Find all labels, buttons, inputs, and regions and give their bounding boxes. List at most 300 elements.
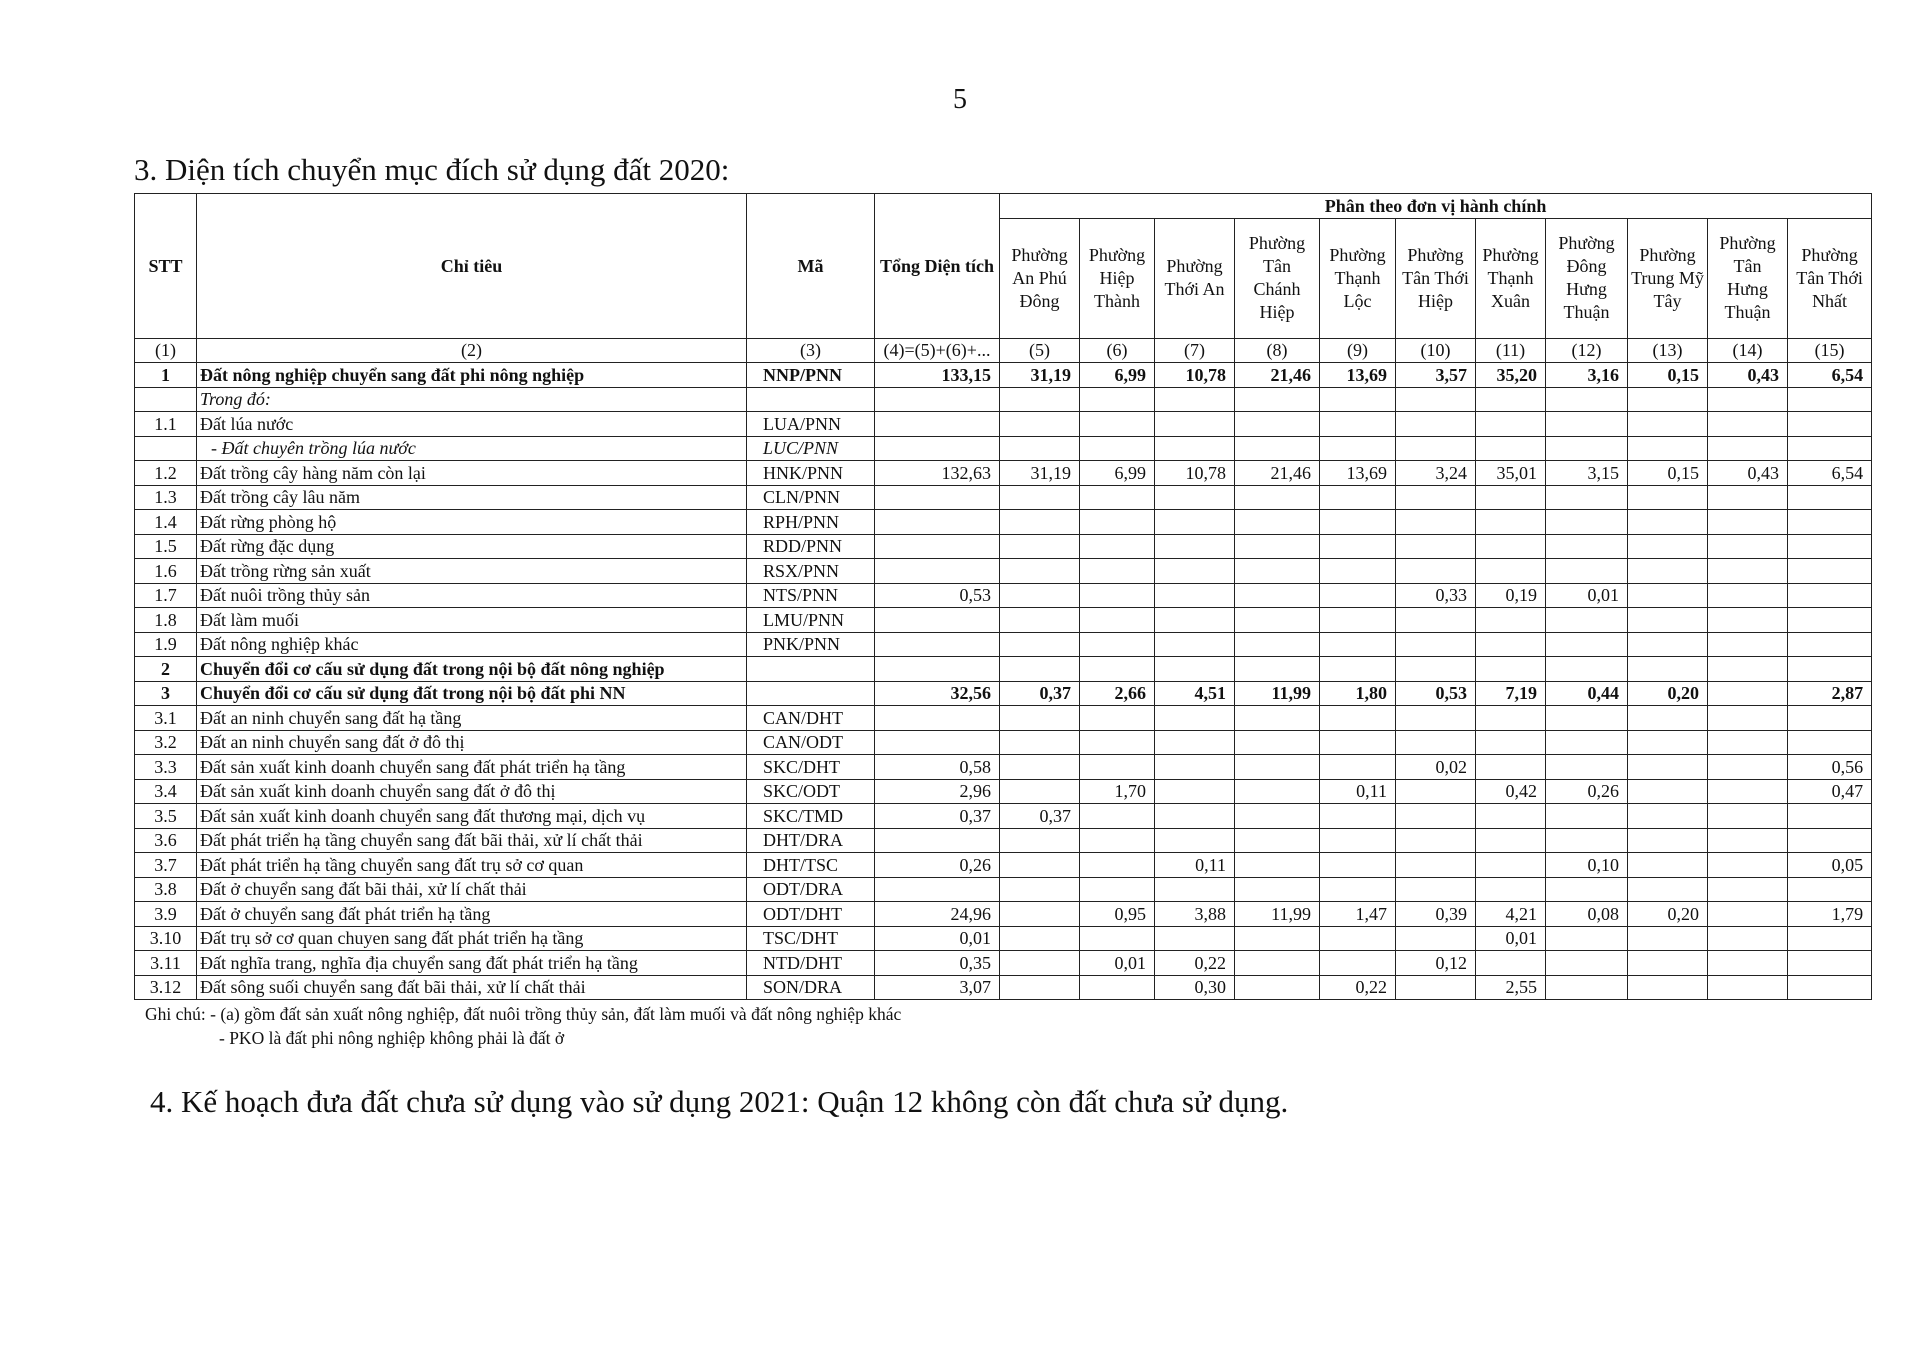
row-chi-tieu: Đất phát triển hạ tầng chuyển sang đất bãi thải, xử lí chất thải bbox=[197, 828, 747, 853]
row-tong bbox=[875, 657, 1000, 682]
row-ward-value bbox=[1546, 387, 1628, 412]
table-row bbox=[135, 485, 1872, 510]
row-ward-value bbox=[1476, 706, 1546, 731]
row-ward-value bbox=[1320, 951, 1396, 976]
row-tong bbox=[875, 706, 1000, 731]
row-stt: 2 bbox=[135, 657, 197, 682]
row-ward-value bbox=[1235, 510, 1320, 535]
row-ward-value bbox=[1396, 706, 1476, 731]
row-ward-value: 0,11 bbox=[1155, 853, 1235, 878]
row-ward-value bbox=[1788, 706, 1872, 731]
column-index: (12) bbox=[1546, 338, 1628, 363]
row-ward-value bbox=[1155, 755, 1235, 780]
row-ward-value bbox=[1080, 926, 1155, 951]
row-ward-value bbox=[1628, 706, 1708, 731]
column-index: (1) bbox=[135, 338, 197, 363]
row-ward-value bbox=[1320, 485, 1396, 510]
row-chi-tieu: - Đất chuyên trồng lúa nước bbox=[197, 436, 747, 461]
row-stt: 3.2 bbox=[135, 730, 197, 755]
row-chi-tieu: Đất trụ sở cơ quan chuyen sang đất phát triển hạ tầng bbox=[197, 926, 747, 951]
row-chi-tieu: Chuyển đổi cơ cấu sử dụng đất trong nội bộ đất phi NN bbox=[197, 681, 747, 706]
row-chi-tieu: Đất sản xuất kinh doanh chuyển sang đất ở đô thị bbox=[197, 779, 747, 804]
row-ward-value bbox=[1546, 510, 1628, 535]
row-tong bbox=[875, 559, 1000, 584]
row-ward-value bbox=[1320, 608, 1396, 633]
row-ward-value bbox=[1396, 779, 1476, 804]
row-ward-value bbox=[1155, 779, 1235, 804]
row-ward-value bbox=[1235, 559, 1320, 584]
row-ward-value: 11,99 bbox=[1235, 902, 1320, 927]
column-index: (6) bbox=[1080, 338, 1155, 363]
row-ward-value bbox=[1320, 828, 1396, 853]
row-tong bbox=[875, 387, 1000, 412]
row-ward-value bbox=[1788, 975, 1872, 1000]
row-ma: RDD/PNN bbox=[747, 534, 875, 559]
row-ward-value: 3,57 bbox=[1396, 363, 1476, 388]
row-tong: 132,63 bbox=[875, 461, 1000, 486]
row-ward-value bbox=[1788, 412, 1872, 437]
row-ward-value bbox=[1708, 387, 1788, 412]
row-ward-value bbox=[1476, 412, 1546, 437]
row-ma bbox=[747, 657, 875, 682]
row-tong: 133,15 bbox=[875, 363, 1000, 388]
row-ward-value bbox=[1788, 926, 1872, 951]
row-ma: NNP/PNN bbox=[747, 363, 875, 388]
row-chi-tieu: Đất ở chuyển sang đất phát triển hạ tầng bbox=[197, 902, 747, 927]
row-ward-value: 35,01 bbox=[1476, 461, 1546, 486]
row-ward-value bbox=[1396, 975, 1476, 1000]
row-ward-value bbox=[1320, 926, 1396, 951]
row-stt: 1 bbox=[135, 363, 197, 388]
table-notes bbox=[145, 1002, 901, 1050]
row-ward-value: 0,43 bbox=[1708, 363, 1788, 388]
row-ward-value: 0,39 bbox=[1396, 902, 1476, 927]
row-ward-value bbox=[1788, 632, 1872, 657]
row-ward-value bbox=[1235, 755, 1320, 780]
row-ward-value bbox=[1396, 804, 1476, 829]
row-ma: LMU/PNN bbox=[747, 608, 875, 633]
row-ward-value: 13,69 bbox=[1320, 461, 1396, 486]
row-ward-value bbox=[1476, 853, 1546, 878]
row-ward-value bbox=[1000, 706, 1080, 731]
row-ward-value bbox=[1155, 485, 1235, 510]
row-ward-value bbox=[1546, 951, 1628, 976]
row-ward-value bbox=[1235, 975, 1320, 1000]
row-ward-value: 0,01 bbox=[1080, 951, 1155, 976]
row-ward-value bbox=[1320, 559, 1396, 584]
row-ward-value bbox=[1476, 828, 1546, 853]
row-ward-value bbox=[1235, 412, 1320, 437]
row-tong: 0,53 bbox=[875, 583, 1000, 608]
row-ward-value bbox=[1708, 681, 1788, 706]
table-row bbox=[135, 853, 1872, 878]
row-ward-value: 6,54 bbox=[1788, 363, 1872, 388]
row-ward-value bbox=[1000, 436, 1080, 461]
row-ward-value bbox=[1476, 877, 1546, 902]
row-tong: 0,58 bbox=[875, 755, 1000, 780]
row-stt: 1.8 bbox=[135, 608, 197, 633]
row-ma bbox=[747, 387, 875, 412]
row-ward-value bbox=[1000, 583, 1080, 608]
row-ward-value bbox=[1708, 436, 1788, 461]
table-row bbox=[135, 730, 1872, 755]
row-ward-value bbox=[1235, 485, 1320, 510]
header-ward: Phường Thạnh Xuân bbox=[1476, 218, 1546, 338]
row-ward-value bbox=[1546, 755, 1628, 780]
row-ward-value bbox=[1708, 412, 1788, 437]
note-line-2: - PKO là đất phi nông nghiệp không phải là đất ở bbox=[219, 1028, 565, 1048]
row-stt bbox=[135, 436, 197, 461]
row-ward-value: 0,12 bbox=[1396, 951, 1476, 976]
row-ward-value: 0,22 bbox=[1320, 975, 1396, 1000]
row-ma bbox=[747, 681, 875, 706]
row-ward-value bbox=[1080, 853, 1155, 878]
row-ward-value: 0,42 bbox=[1476, 779, 1546, 804]
row-ward-value bbox=[1788, 534, 1872, 559]
row-ward-value bbox=[1476, 632, 1546, 657]
row-tong: 0,26 bbox=[875, 853, 1000, 878]
header-ward: Phường Tân Hưng Thuận bbox=[1708, 218, 1788, 338]
row-ward-value bbox=[1708, 510, 1788, 535]
row-stt: 3.11 bbox=[135, 951, 197, 976]
row-ward-value bbox=[1546, 559, 1628, 584]
row-ward-value: 0,47 bbox=[1788, 779, 1872, 804]
row-ward-value bbox=[1628, 779, 1708, 804]
row-ward-value bbox=[1320, 657, 1396, 682]
row-ward-value bbox=[1788, 583, 1872, 608]
row-ward-value bbox=[1396, 436, 1476, 461]
row-chi-tieu: Đất sản xuất kinh doanh chuyển sang đất thương mại, dịch vụ bbox=[197, 804, 747, 829]
row-ward-value bbox=[1788, 657, 1872, 682]
table-row bbox=[135, 461, 1872, 486]
row-ward-value bbox=[1546, 534, 1628, 559]
row-ma: PNK/PNN bbox=[747, 632, 875, 657]
row-tong bbox=[875, 608, 1000, 633]
row-ward-value bbox=[1708, 951, 1788, 976]
row-ward-value bbox=[1396, 485, 1476, 510]
row-chi-tieu: Chuyển đổi cơ cấu sử dụng đất trong nội bộ đất nông nghiệp bbox=[197, 657, 747, 682]
row-ward-value bbox=[1000, 951, 1080, 976]
row-ward-value: 13,69 bbox=[1320, 363, 1396, 388]
row-tong: 0,35 bbox=[875, 951, 1000, 976]
header-stt: STT bbox=[135, 194, 197, 339]
row-ward-value bbox=[1155, 510, 1235, 535]
row-ward-value bbox=[1708, 804, 1788, 829]
row-ward-value: 0,44 bbox=[1546, 681, 1628, 706]
row-ward-value bbox=[1476, 804, 1546, 829]
header-ward: Phường Hiệp Thành bbox=[1080, 218, 1155, 338]
row-ward-value bbox=[1628, 804, 1708, 829]
table-row bbox=[135, 975, 1872, 1000]
row-ward-value bbox=[1708, 853, 1788, 878]
row-ward-value bbox=[1546, 412, 1628, 437]
row-ward-value bbox=[1080, 412, 1155, 437]
row-ward-value bbox=[1546, 706, 1628, 731]
row-ward-value: 0,02 bbox=[1396, 755, 1476, 780]
row-ma: HNK/PNN bbox=[747, 461, 875, 486]
row-ward-value bbox=[1708, 559, 1788, 584]
header-tong-dien-tich: Tổng Diện tích bbox=[875, 194, 1000, 339]
row-tong bbox=[875, 730, 1000, 755]
row-ward-value bbox=[1546, 804, 1628, 829]
row-ward-value: 0,01 bbox=[1546, 583, 1628, 608]
row-ward-value bbox=[1788, 951, 1872, 976]
row-stt: 3.3 bbox=[135, 755, 197, 780]
row-ward-value bbox=[1546, 436, 1628, 461]
row-ward-value bbox=[1546, 657, 1628, 682]
table-row bbox=[135, 657, 1872, 682]
row-ward-value bbox=[1000, 877, 1080, 902]
table-row bbox=[135, 755, 1872, 780]
row-tong: 32,56 bbox=[875, 681, 1000, 706]
row-ward-value bbox=[1546, 730, 1628, 755]
header-ward: Phường Thạnh Lộc bbox=[1320, 218, 1396, 338]
row-ward-value bbox=[1320, 730, 1396, 755]
row-ward-value bbox=[1235, 779, 1320, 804]
row-ma: RPH/PNN bbox=[747, 510, 875, 535]
row-ward-value bbox=[1000, 485, 1080, 510]
row-ward-value bbox=[1628, 975, 1708, 1000]
header-ward: Phường Tân Chánh Hiệp bbox=[1235, 218, 1320, 338]
table-row bbox=[135, 926, 1872, 951]
row-stt: 3.7 bbox=[135, 853, 197, 878]
row-ward-value bbox=[1080, 583, 1155, 608]
row-stt: 3.12 bbox=[135, 975, 197, 1000]
row-ma: SON/DRA bbox=[747, 975, 875, 1000]
table-row bbox=[135, 877, 1872, 902]
row-ward-value bbox=[1155, 608, 1235, 633]
row-ward-value bbox=[1235, 387, 1320, 412]
row-stt: 1.6 bbox=[135, 559, 197, 584]
row-ward-value bbox=[1235, 730, 1320, 755]
row-chi-tieu: Đất ở chuyển sang đất bãi thải, xử lí chất thải bbox=[197, 877, 747, 902]
row-ward-value bbox=[1080, 534, 1155, 559]
row-ward-value bbox=[1155, 877, 1235, 902]
column-index: (9) bbox=[1320, 338, 1396, 363]
table-row bbox=[135, 828, 1872, 853]
row-ward-value bbox=[1396, 853, 1476, 878]
row-ward-value bbox=[1080, 387, 1155, 412]
row-stt: 1.4 bbox=[135, 510, 197, 535]
row-ward-value bbox=[1155, 632, 1235, 657]
row-ward-value bbox=[1546, 926, 1628, 951]
row-tong: 2,96 bbox=[875, 779, 1000, 804]
row-ward-value bbox=[1235, 436, 1320, 461]
row-ward-value bbox=[1235, 804, 1320, 829]
row-ward-value bbox=[1235, 828, 1320, 853]
row-ward-value bbox=[1155, 583, 1235, 608]
row-ma: ODT/DHT bbox=[747, 902, 875, 927]
row-ward-value bbox=[1628, 559, 1708, 584]
column-index: (13) bbox=[1628, 338, 1708, 363]
row-tong bbox=[875, 877, 1000, 902]
column-index: (8) bbox=[1235, 338, 1320, 363]
row-ward-value: 0,95 bbox=[1080, 902, 1155, 927]
row-ward-value bbox=[1396, 730, 1476, 755]
row-ma: DHT/TSC bbox=[747, 853, 875, 878]
row-ward-value bbox=[1628, 387, 1708, 412]
row-ward-value bbox=[1708, 755, 1788, 780]
row-ward-value bbox=[1000, 559, 1080, 584]
row-ward-value bbox=[1235, 951, 1320, 976]
row-ma: SKC/ODT bbox=[747, 779, 875, 804]
row-ward-value bbox=[1476, 485, 1546, 510]
row-ward-value bbox=[1320, 534, 1396, 559]
row-ward-value bbox=[1708, 828, 1788, 853]
row-chi-tieu: Đất nuôi trồng thủy sản bbox=[197, 583, 747, 608]
row-stt: 3.1 bbox=[135, 706, 197, 731]
row-ward-value bbox=[1788, 559, 1872, 584]
row-stt: 1.3 bbox=[135, 485, 197, 510]
row-ward-value bbox=[1708, 975, 1788, 1000]
page-number: 5 bbox=[953, 84, 967, 115]
row-stt: 1.5 bbox=[135, 534, 197, 559]
row-ward-value: 0,15 bbox=[1628, 363, 1708, 388]
row-ma: ODT/DRA bbox=[747, 877, 875, 902]
row-ward-value bbox=[1396, 412, 1476, 437]
row-ward-value bbox=[1628, 608, 1708, 633]
header-phan-theo-don-vi: Phân theo đơn vị hành chính bbox=[1000, 194, 1872, 219]
row-ward-value bbox=[1320, 632, 1396, 657]
row-ward-value bbox=[1080, 828, 1155, 853]
row-ward-value bbox=[1080, 730, 1155, 755]
row-ward-value bbox=[1476, 755, 1546, 780]
section-4-text: 4. Kế hoạch đưa đất chưa sử dụng vào sử dụng 2021: Quận 12 không còn đất chưa sử dụng. bbox=[150, 1084, 1289, 1119]
row-ward-value bbox=[1155, 730, 1235, 755]
row-ward-value bbox=[1080, 510, 1155, 535]
row-ward-value bbox=[1000, 902, 1080, 927]
row-ma: NTD/DHT bbox=[747, 951, 875, 976]
row-stt: 3.5 bbox=[135, 804, 197, 829]
row-ward-value bbox=[1080, 706, 1155, 731]
row-ward-value bbox=[1155, 387, 1235, 412]
row-ward-value bbox=[1708, 779, 1788, 804]
row-ward-value: 0,20 bbox=[1628, 902, 1708, 927]
row-ward-value bbox=[1235, 583, 1320, 608]
row-ward-value: 7,19 bbox=[1476, 681, 1546, 706]
row-stt: 3.6 bbox=[135, 828, 197, 853]
row-ward-value bbox=[1396, 877, 1476, 902]
table-row bbox=[135, 559, 1872, 584]
row-ma: SKC/DHT bbox=[747, 755, 875, 780]
row-ward-value bbox=[1628, 853, 1708, 878]
row-ward-value bbox=[1396, 828, 1476, 853]
header-ward: Phường An Phú Đông bbox=[1000, 218, 1080, 338]
row-chi-tieu: Đất làm muối bbox=[197, 608, 747, 633]
row-ward-value bbox=[1155, 657, 1235, 682]
row-ward-value bbox=[1080, 755, 1155, 780]
row-ma: LUA/PNN bbox=[747, 412, 875, 437]
row-ward-value bbox=[1235, 608, 1320, 633]
row-ward-value: 0,43 bbox=[1708, 461, 1788, 486]
table-row bbox=[135, 681, 1872, 706]
table-row bbox=[135, 779, 1872, 804]
row-tong bbox=[875, 510, 1000, 535]
table-row bbox=[135, 387, 1872, 412]
row-chi-tieu: Đất lúa nước bbox=[197, 412, 747, 437]
row-ward-value: 2,87 bbox=[1788, 681, 1872, 706]
row-ward-value bbox=[1080, 804, 1155, 829]
row-ward-value bbox=[1155, 804, 1235, 829]
row-ward-value bbox=[1235, 534, 1320, 559]
row-ward-value: 0,37 bbox=[1000, 804, 1080, 829]
row-ward-value bbox=[1546, 632, 1628, 657]
row-ma: DHT/DRA bbox=[747, 828, 875, 853]
row-ward-value bbox=[1080, 657, 1155, 682]
row-ward-value bbox=[1320, 412, 1396, 437]
row-ward-value: 0,15 bbox=[1628, 461, 1708, 486]
row-ward-value: 2,66 bbox=[1080, 681, 1155, 706]
row-ward-value bbox=[1628, 951, 1708, 976]
row-tong bbox=[875, 485, 1000, 510]
header-ward: Phường Trung Mỹ Tây bbox=[1628, 218, 1708, 338]
row-ward-value bbox=[1000, 657, 1080, 682]
row-tong: 24,96 bbox=[875, 902, 1000, 927]
table-row bbox=[135, 632, 1872, 657]
row-ward-value bbox=[1476, 657, 1546, 682]
row-ward-value bbox=[1320, 755, 1396, 780]
row-ward-value bbox=[1000, 755, 1080, 780]
row-ward-value bbox=[1235, 926, 1320, 951]
row-ward-value bbox=[1155, 559, 1235, 584]
row-ward-value bbox=[1788, 510, 1872, 535]
row-chi-tieu: Đất nghĩa trang, nghĩa địa chuyển sang đất phát triển hạ tầng bbox=[197, 951, 747, 976]
row-ward-value bbox=[1080, 632, 1155, 657]
column-index: (5) bbox=[1000, 338, 1080, 363]
row-ward-value bbox=[1628, 583, 1708, 608]
row-ward-value bbox=[1320, 877, 1396, 902]
row-ward-value: 2,55 bbox=[1476, 975, 1546, 1000]
row-ward-value bbox=[1708, 902, 1788, 927]
row-ward-value bbox=[1476, 730, 1546, 755]
table-row bbox=[135, 412, 1872, 437]
row-stt: 3.10 bbox=[135, 926, 197, 951]
row-ward-value: 6,54 bbox=[1788, 461, 1872, 486]
row-ward-value bbox=[1000, 632, 1080, 657]
column-index: (10) bbox=[1396, 338, 1476, 363]
row-ward-value bbox=[1396, 926, 1476, 951]
row-ward-value bbox=[1080, 436, 1155, 461]
row-ward-value bbox=[1628, 412, 1708, 437]
row-tong: 0,37 bbox=[875, 804, 1000, 829]
row-chi-tieu: Đất phát triển hạ tầng chuyển sang đất trụ sở cơ quan bbox=[197, 853, 747, 878]
row-ward-value bbox=[1476, 559, 1546, 584]
header-ward: Phường Thới An bbox=[1155, 218, 1235, 338]
row-tong bbox=[875, 412, 1000, 437]
row-stt: 3.8 bbox=[135, 877, 197, 902]
row-ward-value bbox=[1080, 485, 1155, 510]
row-ward-value bbox=[1396, 534, 1476, 559]
row-chi-tieu: Đất nông nghiệp khác bbox=[197, 632, 747, 657]
table-row bbox=[135, 534, 1872, 559]
row-ward-value bbox=[1628, 657, 1708, 682]
row-ward-value bbox=[1000, 412, 1080, 437]
row-ward-value: 0,26 bbox=[1546, 779, 1628, 804]
row-chi-tieu: Đất rừng phòng hộ bbox=[197, 510, 747, 535]
row-ward-value: 0,30 bbox=[1155, 975, 1235, 1000]
row-ward-value bbox=[1628, 485, 1708, 510]
row-ward-value: 4,21 bbox=[1476, 902, 1546, 927]
row-ward-value bbox=[1788, 877, 1872, 902]
header-ma: Mã bbox=[747, 194, 875, 339]
row-ward-value bbox=[1628, 828, 1708, 853]
row-ward-value bbox=[1788, 485, 1872, 510]
row-ward-value bbox=[1628, 510, 1708, 535]
row-ward-value bbox=[1000, 828, 1080, 853]
row-chi-tieu: Trong đó: bbox=[197, 387, 747, 412]
row-ward-value bbox=[1476, 951, 1546, 976]
row-ward-value bbox=[1320, 804, 1396, 829]
